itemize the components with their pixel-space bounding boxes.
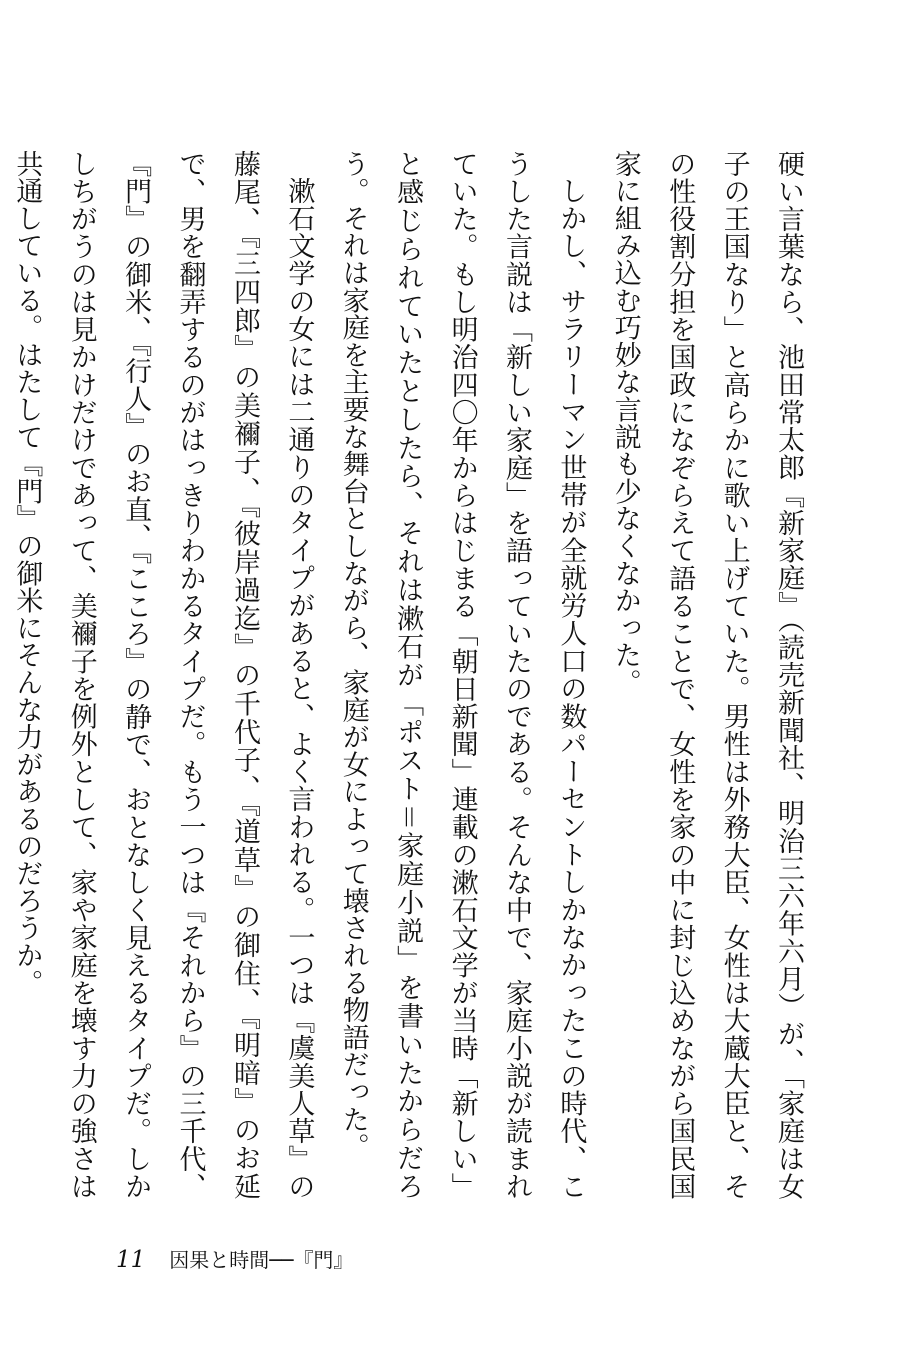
page-footer [116, 1244, 353, 1273]
body-text [11, 150, 815, 1200]
paragraph-3: 漱石文学の女には二通りのタイプがあると、よく言われる。一つは『虞美人草』の藤尾、『三四郎』の美禰子、『彼岸過迄』の千代子、『道草』の御住、『明暗』のお延で、男を翻弄するのがはっきりわかるタイプだ。もう一つは『それから』の三千代、『門』の御米、『行人』のお直、『こころ』の静で、おとなしく見えるタイプだ。しかしちがうのは見かけだけであって、美禰子を例外として、家や家庭を壊す力の強さは共通している。はたして『門』の御米にそんな力があるのだろうか。 [11, 150, 315, 1200]
paragraph-1: 硬い言葉なら、池田常太郎『新家庭』（読売新聞社、明治三六年六月）が、「家庭は女子の王国なり」と高らかに歌い上げていた。男性は外務大臣、女性は大蔵大臣と、その性役割分担を国政になぞらえて語ることで、女性を家の中に封じ込めながら国民国家に組み込む巧妙な言説も少なくなかった。 [609, 150, 804, 1200]
paragraph-2: しかし、サラリーマン世帯が全就労人口の数パーセントしかなかったこの時代、こうした言説は「新しい家庭」を語っていたのである。そんな中で、家庭小説が読まれていた。もし明治四〇年からはじまる「朝日新聞」連載の漱石文学が当時「新しい」と感じられていたとしたら、それは漱石が「ポスト＝家庭小説」を書いたからだろう。それは家庭を主要な舞台としながら、家庭が女によって壊される物語だった。 [337, 150, 587, 1200]
running-title: 因果と時間──『門』 [169, 1248, 354, 1272]
page-number: 11 [116, 1247, 146, 1273]
